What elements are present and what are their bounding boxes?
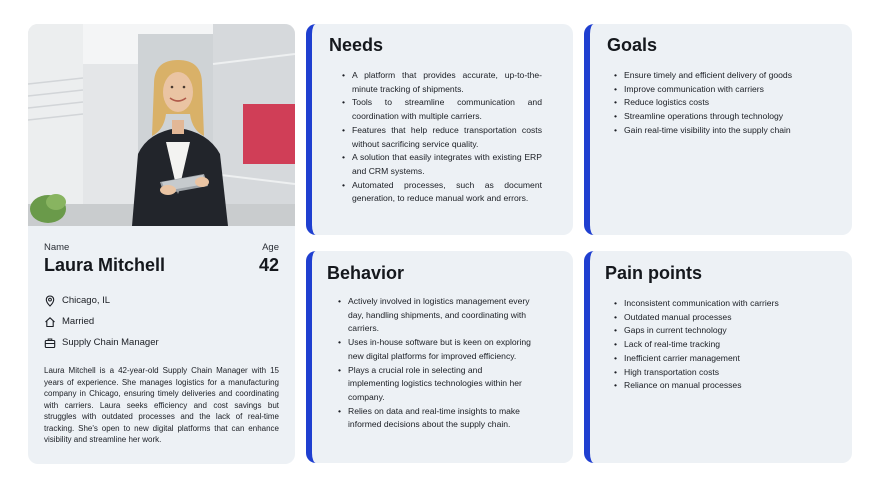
- list-item: • Automated processes, such as document generation, to reduce manual work and errors.: [342, 179, 542, 206]
- home-icon: [44, 316, 56, 328]
- list-item: • Inefficient carrier management: [614, 352, 844, 366]
- role-row: [44, 332, 279, 353]
- persona-bio: Laura Mitchell is a 42-year-old Supply Chain Manager with 15 years of experience. She manages logistics for a manufacturing company in Chicago, ensuring timely deliveries and coordinating with carriers. Laura seeks efficiency and cost savings but struggles with outdated processes and the lack of real-time tracking. She's open to new digital platforms that can enhance visibility and streamline her work.: [44, 366, 279, 444]
- pain-points-list: [614, 297, 844, 393]
- list-item: • Gaps in current technology: [614, 324, 844, 338]
- profile-card: [28, 24, 295, 464]
- list-item: • A platform that provides accurate, up-to-the-minute tracking of shipments.: [342, 69, 542, 96]
- list-item: • Reduce logistics costs: [614, 96, 844, 110]
- location-row: [44, 290, 279, 311]
- name-label: Name: [44, 242, 70, 253]
- status-text: Married: [62, 316, 95, 327]
- list-item: • Features that help reduce transportation costs without sacrificing service quality.: [342, 124, 542, 151]
- profile-photo: [28, 24, 295, 226]
- goals-list: [614, 69, 844, 138]
- briefcase-icon: [44, 337, 56, 349]
- list-item: • Plays a crucial role in selecting and implementing logistics technologies within her company.: [338, 364, 533, 405]
- persona-name: Laura Mitchell: [44, 255, 166, 275]
- list-item: • Outdated manual processes: [614, 311, 844, 325]
- location-pin-icon: [44, 295, 56, 307]
- list-item: • Uses in-house software but is keen on exploring new digital platforms for improved efficiency.: [338, 336, 533, 363]
- needs-card: [306, 24, 573, 235]
- location-text: Chicago, IL: [62, 295, 111, 306]
- behavior-list: [338, 295, 533, 432]
- list-item: • Streamline operations through technology: [614, 110, 844, 124]
- role-text: Supply Chain Manager: [62, 337, 159, 348]
- behavior-card: [306, 251, 573, 463]
- persona-age: 42: [258, 255, 279, 275]
- list-item: • Reliance on manual processes: [614, 379, 844, 393]
- status-row: [44, 311, 279, 332]
- list-item: • Tools to streamline communication and coordination with multiple carriers.: [342, 96, 542, 123]
- list-item: • Inconsistent communication with carriers: [614, 297, 844, 311]
- name-age-row: [44, 242, 279, 276]
- list-item: • High transportation costs: [614, 366, 844, 380]
- needs-list: [342, 69, 542, 206]
- needs-title: Needs: [329, 35, 384, 55]
- list-item: • Ensure timely and efficient delivery of goods: [614, 69, 844, 83]
- profile-info: [44, 242, 279, 446]
- list-item: • Relies on data and real-time insights to make informed decisions about the supply chain.: [338, 405, 533, 432]
- pain-points-card: [584, 251, 852, 463]
- list-item: • Lack of real-time tracking: [614, 338, 844, 352]
- behavior-title: Behavior: [327, 263, 405, 283]
- age-block: [259, 242, 279, 276]
- goals-title: Goals: [607, 35, 658, 55]
- list-item: • Improve communication with carriers: [614, 83, 844, 97]
- name-block: [44, 242, 165, 276]
- list-item: • Gain real-time visibility into the supply chain: [614, 124, 844, 138]
- goals-card: [584, 24, 852, 235]
- age-label: Age: [262, 242, 279, 253]
- list-item: • A solution that easily integrates with existing ERP and CRM systems.: [342, 151, 542, 178]
- list-item: • Actively involved in logistics management every day, handling shipments, and coordinating with carriers.: [338, 295, 533, 336]
- pain-points-title: Pain points: [605, 263, 703, 283]
- persona-meta: [44, 290, 279, 353]
